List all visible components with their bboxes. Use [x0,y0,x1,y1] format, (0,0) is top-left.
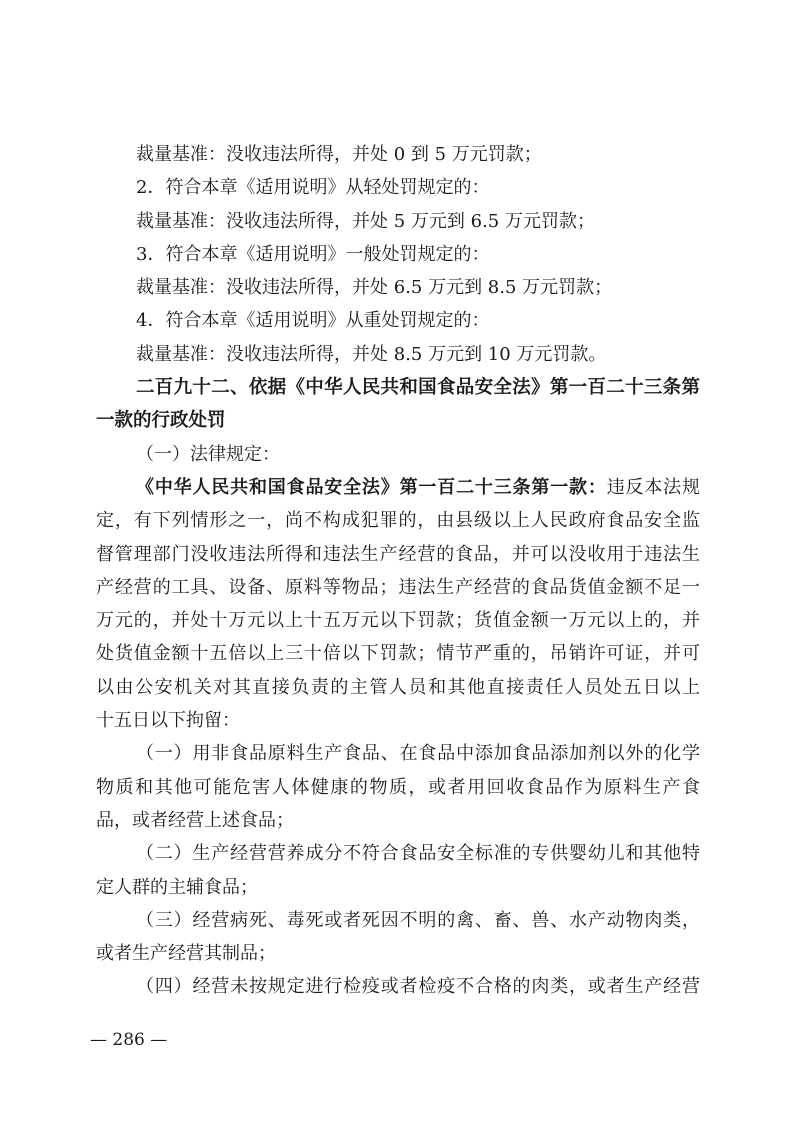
list-item-4: （四）经营未按规定进行检疫或者检疫不合格的肉类，或者生产经营 [136,976,700,998]
article-heading-cont: 一款的行政处罚 [96,410,226,432]
text-line: 产经营的工具、设备、原料等物品；违法生产经营的食品货值金额不足一 [96,576,700,598]
text-line: 万元的，并处十万元以上十五万元以下罚款；货值金额一万元以上的，并 [96,610,700,632]
body-text [96,138,700,1004]
text-line: 以由公安机关对其直接负责的主管人员和其他直接责任人员处五日以上 [96,676,700,698]
text-line: 物质和其他可能危害人体健康的物质，或者用回收食品作为原料生产食 [96,776,700,798]
text-line: 3．符合本章《适用说明》一般处罚规定的： [136,243,490,265]
text-line: 督管理部门没收违法所得和违法生产经营的食品，并可以没收用于违法生 [96,543,700,565]
text-line: 裁量基准：没收违法所得，并处 0 到 5 万元罚款； [136,144,542,165]
text-line: 4．符合本章《适用说明》从重处罚规定的： [136,310,490,332]
section-label: （一）法律规定： [136,443,280,465]
list-item-1: （一）用非食品原料生产食品、在食品中添加食品添加剂以外的化学 [136,743,700,765]
text-line: 裁量基准：没收违法所得，并处 8.5 万元到 10 万元罚款。 [136,343,607,365]
list-item-2: （二）生产经营营养成分不符合食品安全标准的专供婴幼儿和其他特 [136,843,700,865]
law-text: 违反本法规 [606,476,700,498]
text-line: 处货值金额十五倍以上三十倍以下罚款；情节严重的，吊销许可证，并可 [96,643,700,665]
list-item-3: （三）经营病死、毒死或者死因不明的禽、畜、兽、水产动物肉类， [136,909,700,931]
law-title: 《中华人民共和国食品安全法》第一百二十三条第一款： [136,476,607,498]
text-line: 2．符合本章《适用说明》从轻处罚规定的： [136,177,490,199]
text-line: 裁量基准：没收违法所得，并处 6.5 万元到 8.5 万元罚款； [136,277,613,299]
text-line: 或者生产经营其制品； [96,943,276,965]
text-line: 十五日以下拘留： [96,710,240,732]
law-paragraph-first-line [96,471,700,504]
text-line: 定人群的主辅食品； [96,876,258,898]
text-line: 定，有下列情形之一，尚不构成犯罪的，由县级以上人民政府食品安全监 [96,510,700,532]
page-number: — 286 — [90,1030,168,1050]
text-line: 品，或者经营上述食品； [96,809,294,831]
article-heading: 二百九十二、依据《中华人民共和国食品安全法》第一百二十三条第 [136,377,700,399]
text-line: 裁量基准：没收违法所得，并处 5 万元到 6.5 万元罚款； [136,210,595,232]
